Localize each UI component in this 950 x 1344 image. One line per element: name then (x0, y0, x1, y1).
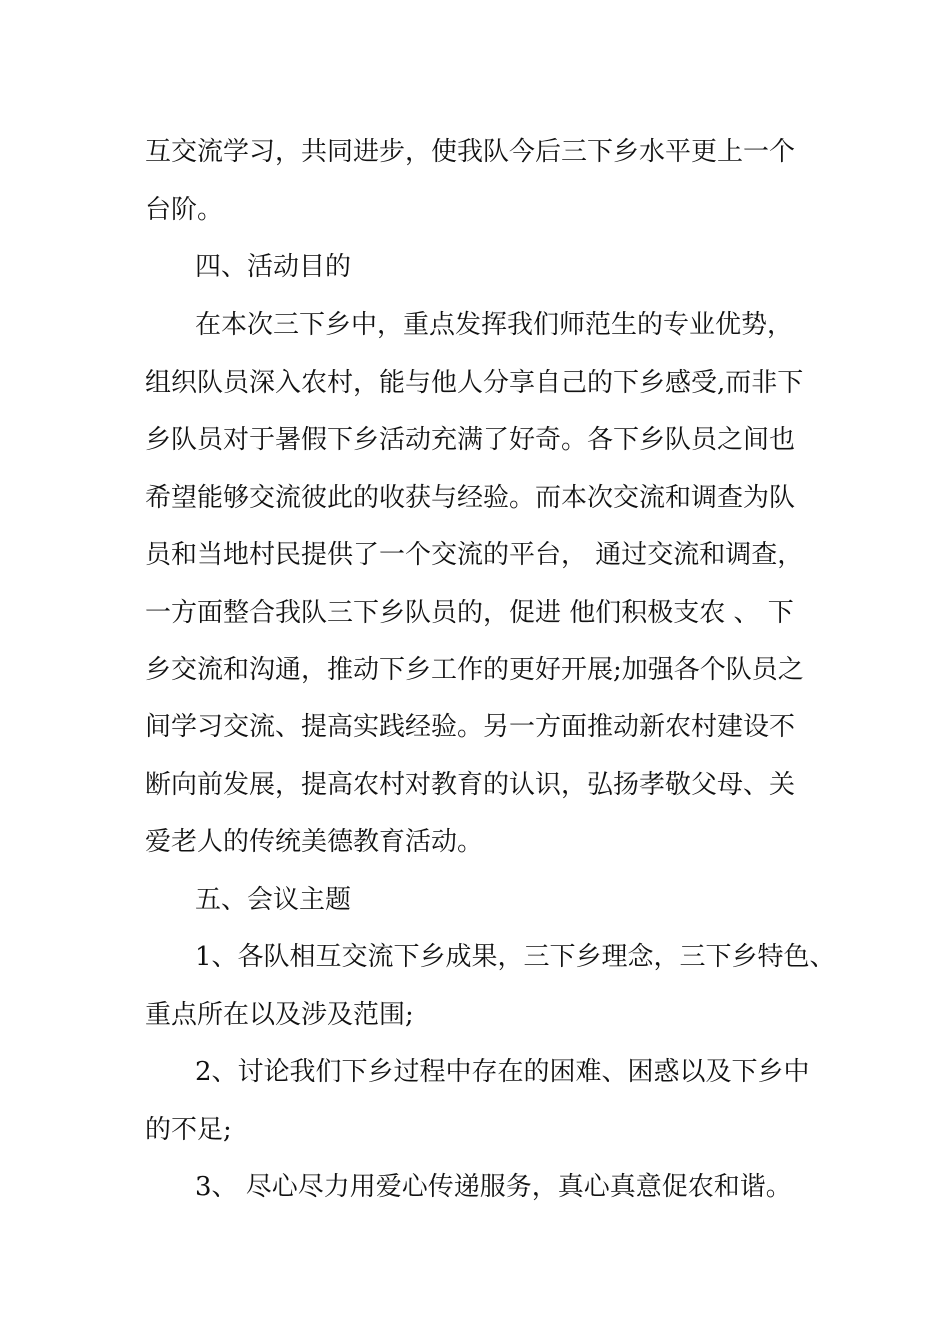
body-text-line: 互交流学习，共同进步，使我队今后三下乡水平更上一个 (145, 137, 796, 167)
body-text-line: 间学习交流、提高实践经验。另一方面推动新农村建设不 (145, 712, 796, 742)
body-text-line: 员和当地村民提供了一个交流的平台， 通过交流和调查， (145, 540, 804, 570)
list-item-first-line: 2、讨论我们下乡过程中存在的困难、困惑以及下乡中 (195, 1057, 810, 1087)
list-item-continuation: 重点所在以及涉及范围; (145, 1000, 414, 1030)
section-heading: 四、活动目的 (195, 252, 352, 282)
body-text-line: 希望能够交流彼此的收获与经验。而本次交流和调查为队 (145, 483, 796, 513)
list-item-first-line: 3、 尽心尽力用爱心传递服务，真心真意促农和谐。 (195, 1172, 792, 1202)
body-text-line: 组织队员深入农村，能与他人分享自己的下乡感受,而非下 (145, 368, 804, 398)
body-text-line: 乡交流和沟通，推动下乡工作的更好开展;加强各个队员之 (145, 655, 804, 685)
body-text-line: 一方面整合我队三下乡队员的，促进 他们积极支农 、 下 (145, 598, 794, 628)
paragraph-first-line: 在本次三下乡中，重点发挥我们师范生的专业优势， (195, 310, 794, 340)
list-item-first-line: 1、各队相互交流下乡成果，三下乡理念，三下乡特色、 (195, 942, 836, 972)
list-item-continuation: 的不足; (145, 1115, 232, 1145)
body-text-line: 乡队员对于暑假下乡活动充满了好奇。各下乡队员之间也 (145, 425, 796, 455)
section-heading: 五、会议主题 (195, 885, 352, 915)
body-text-line: 断向前发展，提高农村对教育的认识，弘扬孝敬父母、关 (145, 770, 796, 800)
body-text-line: 台阶。 (145, 195, 224, 225)
body-text-line: 爱老人的传统美德教育活动。 (145, 827, 484, 857)
